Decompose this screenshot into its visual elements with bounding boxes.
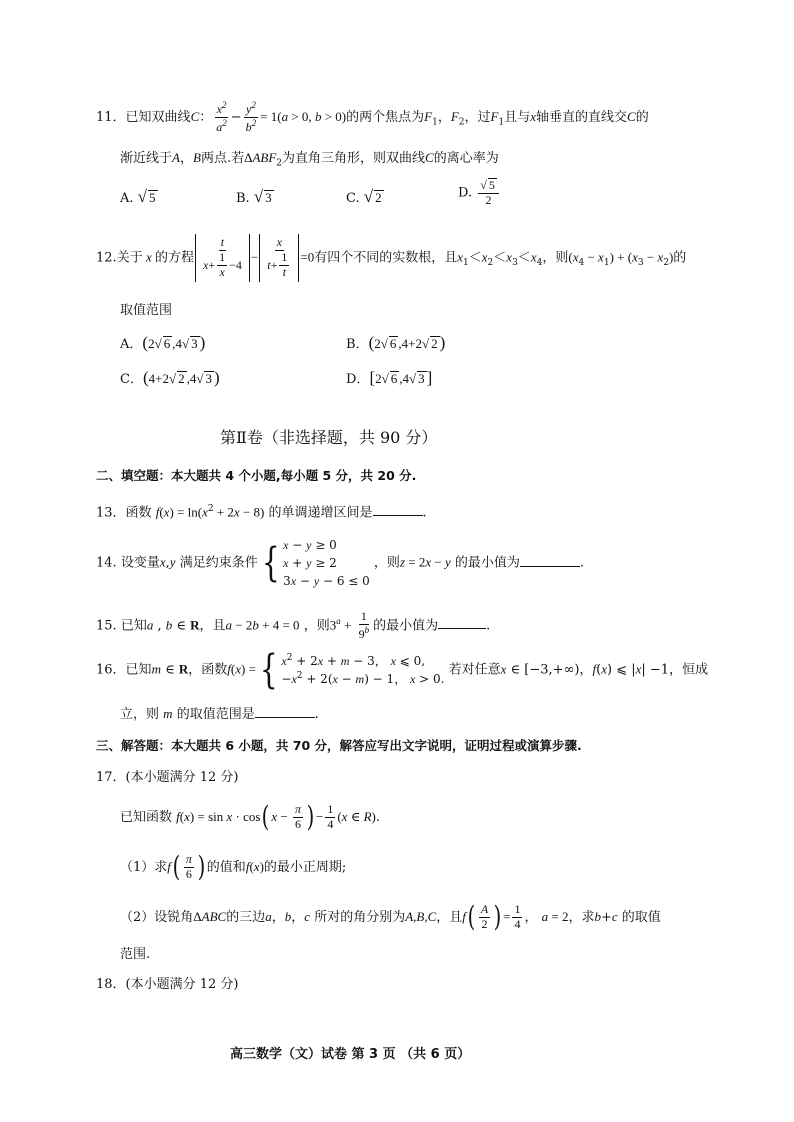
question-12-option-c: C．(4+2√ 2 ,4√ 3 ) xyxy=(120,368,220,387)
question-14: 14. 设变量x,y 满足约束条件 { x − y ≥ 0 x + y ≥ 2 3x − y − 6 ≤ 0 ，则z = 2x − y 的最小值为 . xyxy=(96,538,585,588)
question-11-option-d: D. $\frac{√ 5}{2}$ xyxy=(458,178,501,208)
question-17-header: 17．(本小题满分 12 分) xyxy=(96,770,239,785)
question-number: 11． xyxy=(96,109,126,125)
question-18-header: 18．(本小题满分 12 分) xyxy=(96,977,239,992)
question-15: 15. 已知a , b ∈ R，且a − 2b + 4 = 0 ，则$3^a$ + $\frac{1}{9^b}$ 的最小值为 . xyxy=(96,609,491,641)
question-16-line-2: 立，则 m 的取值范围是 . xyxy=(120,706,319,722)
question-number: 17． xyxy=(96,770,126,785)
question-number: 12. xyxy=(96,250,117,266)
question-11-option-b: B. √ 3 xyxy=(236,187,272,206)
question-17-part-1: （1）求f( $\frac{\pi}{6}$ ) 的值和f(x)的最小正周期; xyxy=(120,850,347,884)
question-17-part-2: （2）设锐角ΔABC的三边a，b，c 所对的角分别为A,B,C，且f( $\frac{A}{2}$ ) = $\frac{1}{4}$ ， a = 2，求b+c 的取值 xyxy=(120,900,661,934)
fill-in-header: 二、填空题：本大题共 4 个小题,每小题 5 分，共 20 分. xyxy=(96,468,417,483)
question-11-option-a: A. √ 5 xyxy=(120,187,156,206)
question-11-line-2: 渐近线于A，B两点.若$\Delta ABF_2$为直角三角形，则双曲线C的离心率为 xyxy=(120,150,499,169)
question-number: 16． xyxy=(96,662,126,678)
section-2-title: 第Ⅱ卷（非选择题，共 90 分） xyxy=(220,428,438,447)
question-13: 13．函数 $f(x) = \ln(x^2 + 2x - 8)$ 的单调递增区间是 . xyxy=(96,504,427,521)
question-16-line-1: 16．已知m ∈ R，函数f(x) = { $x^2 + 2x + m - 3$， x ⩽ 0, $-x^2 + 2(x - m) - 1$， x > 0. 若对任意x ∈ [−3,+∞)，f(x) ⩽ |x| −1，恒成 xyxy=(96,647,709,693)
question-17-line-3: 范围. xyxy=(120,947,151,962)
question-number: 13． xyxy=(96,505,126,521)
question-12-line-2: 取值范围 xyxy=(120,303,173,318)
question-12-line-1: 12.关于 x 的方程 t x+ $\frac{1}{x}$ −4 − x t+ $\frac{1}{t}$ =0有四个不同的实数根，且$x_1<x_2<x_3<x_4$，则$(x_4 - x_1) + (x_3 - x_2)$的 xyxy=(96,234,686,282)
question-number: 14. xyxy=(96,555,117,571)
question-17-given: 已知函数 f(x) = sin x · cos( x − $\frac{\pi}{6}$ ) − $\frac{1}{4}$ (x ∈ R). xyxy=(120,800,380,834)
question-11-line-1: 11．已知双曲线C： $\frac{x^2}{a^2}$ − $\frac{y^2}{b^2}$ = 1(a > 0, b > 0)的两个焦点为$F_1$，$F_2$，过$F_1$且与x轴垂直的直线交C的 xyxy=(96,100,649,134)
question-11-option-c: C. √ 2 xyxy=(346,187,382,206)
solution-header: 三、解答题：本大题共 6 小题，共 70 分，解答应写出文字说明，证明过程或演算步骤. xyxy=(96,738,582,753)
question-number: 15. xyxy=(96,618,117,634)
page-footer: 高三数学（文）试卷 第 3 页 （共 6 页） xyxy=(230,1047,471,1062)
question-12-option-b: B．(2√ 6 ,4+2√ 2 ) xyxy=(346,333,446,352)
question-number: 18． xyxy=(96,977,126,992)
question-12-option-d: D．[2√ 6 ,4√ 3 ] xyxy=(346,368,433,387)
question-12-option-a: A．(2√ 6 ,4√ 3 ) xyxy=(120,333,206,352)
